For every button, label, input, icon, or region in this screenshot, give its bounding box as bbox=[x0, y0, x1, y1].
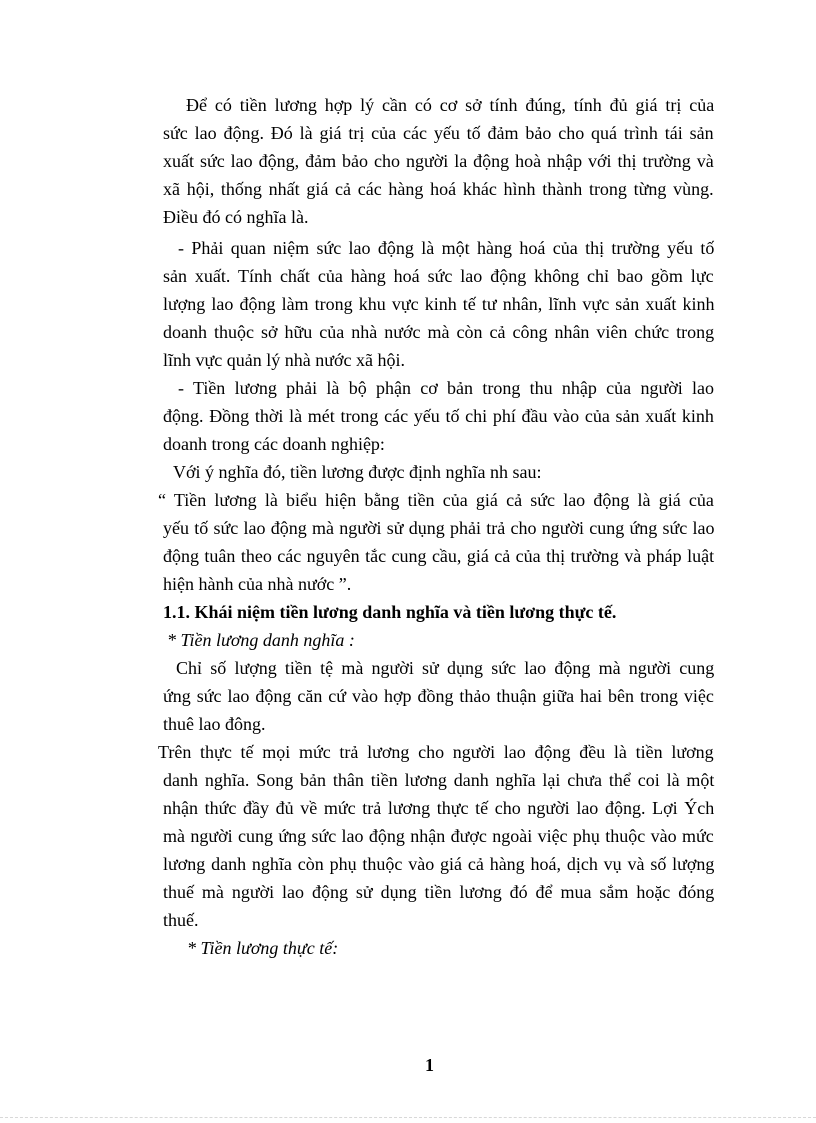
text-line: Để có tiền lương hợp lý cần có cơ sở tính đúng, tính đủ giá trị của bbox=[186, 95, 715, 115]
text-line: sản xuất. Tính chất của hàng hoá sức lao động không chỉ bao gồm lực bbox=[163, 266, 714, 286]
text-line: - Phải quan niệm sức lao động là một hàng hoá của thị trường yếu tố bbox=[178, 238, 715, 258]
text-line: - Tiền lương phải là bộ phận cơ bản trong thu nhập của người lao bbox=[178, 378, 714, 398]
text-line: ứng sức lao động căn cứ vào hợp đồng thảo thuận giữa hai bên trong việc bbox=[163, 686, 714, 706]
text-line: xuất sức lao động, đảm bảo cho người la động hoà nhập với thị trường và bbox=[163, 151, 714, 171]
text-line: Chỉ số lượng tiền tệ mà người sử dụng sức lao động mà người cung bbox=[176, 658, 715, 678]
text-line: nhận thức đầy đủ về mức trả lương thực tế cho người lao động. Lợi Ých bbox=[163, 798, 715, 818]
text-line: sức lao động. Đó là giá trị của các yếu tố đảm bảo cho quá trình tái sản bbox=[163, 123, 714, 143]
subheading: * Tiền lương danh nghĩa : bbox=[167, 630, 355, 650]
text-line: mà người cung ứng sức lao động nhận được ngoài việc phụ thuộc vào mức bbox=[163, 826, 714, 846]
text-line: thuế. bbox=[163, 910, 199, 930]
text-line: xã hội, thống nhất giá cả các hàng hoá khác hình thành trong từng vùng. bbox=[163, 179, 714, 199]
text-line: doanh trong các doanh nghiệp: bbox=[163, 434, 385, 454]
text-line: Trên thực tế mọi mức trả lương cho người lao động đều là tiền lương bbox=[158, 742, 714, 762]
text-line: động. Đồng thời là mét trong các yếu tố chi phí đầu vào của sản xuất kinh bbox=[163, 406, 714, 426]
text-line: lương danh nghĩa còn phụ thuộc vào giá cả hàng hoá, dịch vụ và số lượng bbox=[163, 854, 715, 874]
text-line: thuê lao đông. bbox=[163, 714, 266, 734]
text-line: Điều đó có nghĩa là. bbox=[163, 207, 309, 227]
text-line: “ Tiền lương là biểu hiện bằng tiền của giá cả sức lao động là giá của bbox=[158, 490, 714, 510]
text-line: doanh thuộc sở hữu của nhà nước mà còn cả công nhân viên chức trong bbox=[163, 322, 715, 342]
subheading: * Tiền lương thực tế: bbox=[187, 938, 339, 958]
text-line: động tuân theo các nguyên tắc cung cầu, giá cả của thị trường và pháp luật bbox=[163, 546, 715, 566]
page-bottom-rule bbox=[0, 1117, 816, 1118]
text-line: lĩnh vực quản lý nhà nước xã hội. bbox=[163, 350, 405, 370]
text-line: hiện hành của nhà nước ”. bbox=[163, 574, 352, 594]
section-heading: 1.1. Khái niệm tiền lương danh nghĩa và tiền lương thực tế. bbox=[163, 602, 617, 622]
text-line: thuế mà người lao động sử dụng tiền lương đó để mua sắm hoặc đóng bbox=[163, 882, 715, 902]
text-line: Với ý nghĩa đó, tiền lương được định nghĩa nh sau: bbox=[173, 462, 542, 482]
page-number: 1 bbox=[425, 1055, 434, 1075]
text-line: lượng lao động làm trong khu vực kinh tế tư nhân, lĩnh vực sản xuất kinh bbox=[163, 294, 715, 314]
text-line: yếu tố sức lao động mà người sử dụng phải trả cho người cung ứng sức lao bbox=[163, 518, 715, 538]
text-line: danh nghĩa. Song bản thân tiền lương danh nghĩa lại chưa thể coi là một bbox=[163, 770, 715, 790]
